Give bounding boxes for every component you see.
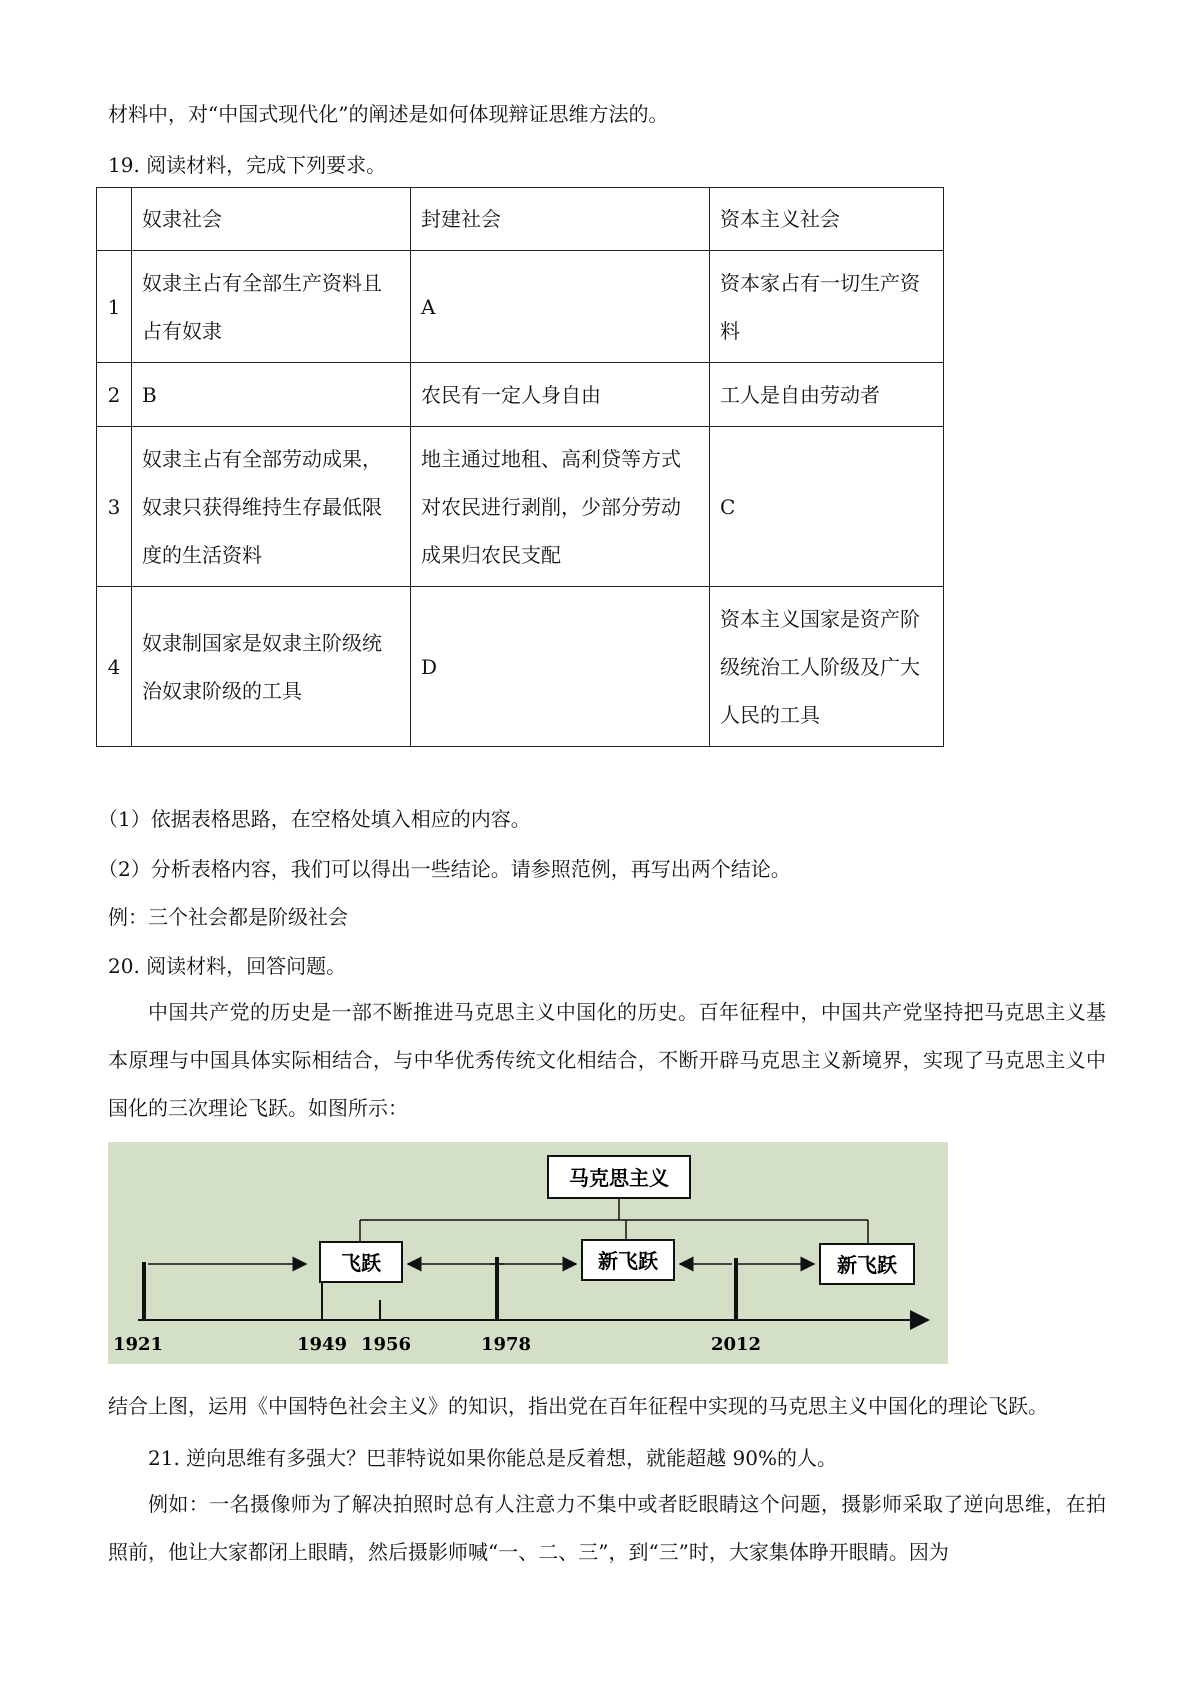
q19-example: 例：三个社会都是阶级社会 — [108, 905, 348, 929]
table-cell: 地主通过地租、高利贷等方式对农民进行剥削，少部分劳动成果归农民支配 — [411, 427, 710, 587]
leap3-label: 新飞跃 — [837, 1253, 897, 1277]
leap2-label: 新飞跃 — [598, 1249, 658, 1273]
q19-table — [96, 187, 944, 747]
table-cell: D — [411, 587, 710, 747]
table-cell: 资本家占有一切生产资料 — [710, 251, 944, 363]
table-cell: A — [411, 251, 710, 363]
year-label: 1921 — [112, 1334, 164, 1355]
table-header-cell: 封建社会 — [411, 188, 710, 251]
leap-timeline-figure — [108, 1142, 948, 1364]
table-header-cell: 奴隶社会 — [132, 188, 411, 251]
q20-title: 20. 阅读材料，回答问题。 — [108, 954, 347, 978]
year-label: 2012 — [710, 1334, 762, 1355]
row-number: 4 — [97, 587, 132, 747]
table-row — [97, 427, 944, 587]
q21-paragraph: 例如：一名摄像师为了解决拍照时总有人注意力不集中或者眨眼睛这个问题，摄影师采取了逆向思维，在拍照前，他让大家都闭上眼睛，然后摄影师喊“一、二、三”，到“三”时，大家集体睁开眼睛。因为 — [108, 1492, 1106, 1564]
q20-paragraph: 中国共产党的历史是一部不断推进马克思主义中国化的历史。百年征程中，中国共产党坚持把马克思主义基本原理与中国具体实际相结合，与中华优秀传统文化相结合，不断开辟马克思主义新境界，实现了马克思主义中国化的三次理论飞跃。如图所示： — [108, 1000, 1106, 1120]
table-cell: 奴隶主占有全部劳动成果，奴隶只获得维持生存最低限度的生活资料 — [132, 427, 411, 587]
q19-sub1: （1）依据表格思路，在空格处填入相应的内容。 — [98, 807, 531, 831]
row-number: 1 — [97, 251, 132, 363]
table-row — [97, 587, 944, 747]
marxism-box-label: 马克思主义 — [569, 1166, 669, 1190]
q21-title: 21. 逆向思维有多强大？巴菲特说如果你能总是反着想，就能超越 90%的人。 — [148, 1446, 837, 1470]
table-cell: 资本主义国家是资产阶级统治工人阶级及广大人民的工具 — [710, 587, 944, 747]
year-label: 1956 — [360, 1334, 412, 1355]
table-cell: C — [710, 427, 944, 587]
table-header-row — [97, 188, 944, 251]
q19-sub2: （2）分析表格内容，我们可以得出一些结论。请参照范例，再写出两个结论。 — [98, 857, 791, 881]
year-label: 1949 — [296, 1334, 348, 1355]
year-label: 1978 — [480, 1334, 532, 1355]
table-header-cell: 资本主义社会 — [710, 188, 944, 251]
row-number: 3 — [97, 427, 132, 587]
q20-question: 结合上图，运用《中国特色社会主义》的知识，指出党在百年征程中实现的马克思主义中国化的理论飞跃。 — [108, 1394, 1048, 1418]
intro-line: 材料中，对“中国式现代化”的阐述是如何体现辩证思维方法的。 — [108, 102, 669, 126]
table-row — [97, 251, 944, 363]
table-cell: 农民有一定人身自由 — [411, 363, 710, 427]
q19-title: 19. 阅读材料，完成下列要求。 — [108, 153, 387, 177]
table-cell: 奴隶制国家是奴隶主阶级统治奴隶阶级的工具 — [132, 587, 411, 747]
table-header-cell — [97, 188, 132, 251]
table-cell: B — [132, 363, 411, 427]
table-cell: 奴隶主占有全部生产资料且占有奴隶 — [132, 251, 411, 363]
table-cell: 工人是自由劳动者 — [710, 363, 944, 427]
row-number: 2 — [97, 363, 132, 427]
leap1-label: 飞跃 — [341, 1251, 381, 1275]
table-row — [97, 363, 944, 427]
